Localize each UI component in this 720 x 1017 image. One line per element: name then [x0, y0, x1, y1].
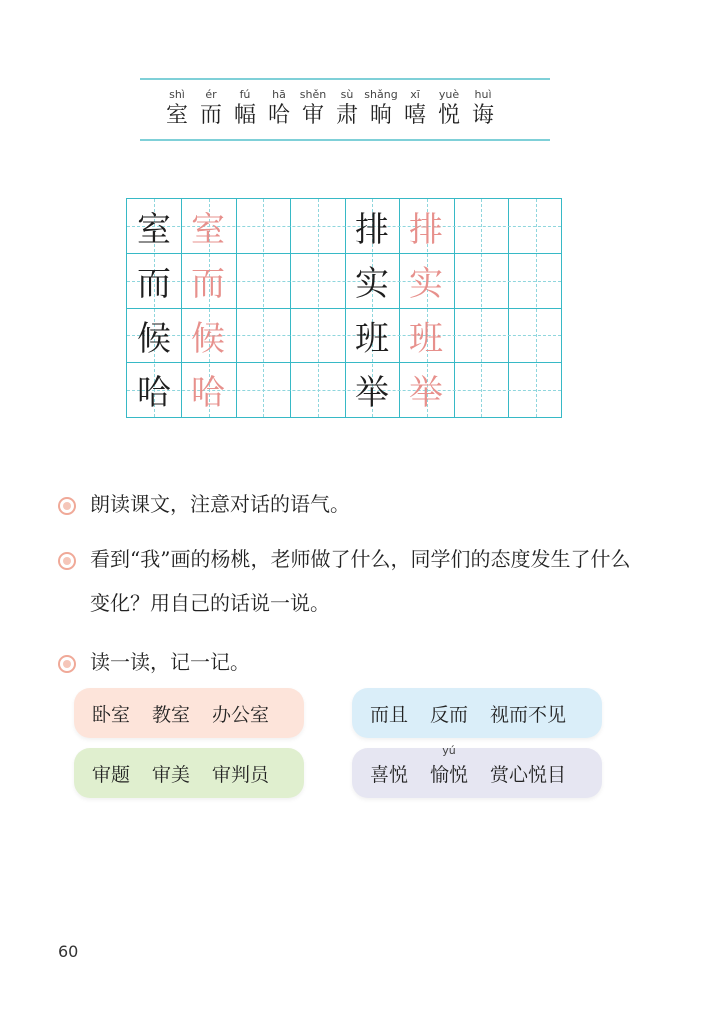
word: 审美 [152, 763, 191, 786]
hanzi: 悦 [437, 103, 460, 128]
vocab-item [296, 88, 330, 130]
pinyin: xī [410, 88, 420, 101]
vocab-item [432, 88, 466, 130]
word: 而且 [370, 703, 409, 726]
word: 办公室 [212, 703, 270, 726]
vocab-top-rule [140, 78, 550, 80]
grid-char-trace: 室 [191, 210, 225, 250]
word: 反而 [430, 703, 469, 726]
grid-char-trace: 班 [409, 319, 443, 359]
grid-char-trace: 实 [409, 264, 443, 304]
vocab-item [364, 88, 398, 130]
vocab-item [228, 88, 262, 130]
vocab-bottom-rule [140, 139, 550, 141]
hanzi: 室 [165, 103, 188, 128]
hanzi: 诲 [471, 103, 494, 128]
pinyin: yuè [438, 88, 460, 101]
task-text: 看到“我”画的杨桃，老师做了什么，同学们的态度发生了什么变化？用自己的话说一说。 [90, 547, 631, 615]
grid-char: 室 [137, 210, 171, 250]
pinyin: ér [205, 88, 217, 101]
bullet-icon [58, 497, 76, 515]
pinyin: shěn [299, 88, 327, 101]
hanzi: 而 [199, 103, 222, 128]
grid-char: 排 [355, 210, 389, 250]
grid-char-trace: 哈 [191, 373, 225, 413]
grid-char-trace: 候 [191, 319, 225, 359]
grid-char-trace: 而 [191, 264, 225, 304]
grid-char-trace: 排 [409, 210, 443, 250]
pinyin: shǎng [364, 88, 398, 101]
word-text: 愉悦 [430, 763, 469, 786]
word: 卧室 [92, 703, 131, 726]
word: 教室 [152, 703, 191, 726]
ruby-pinyin: yú [442, 743, 456, 757]
page-number: 60 [58, 942, 79, 961]
word-group [74, 688, 304, 738]
grid-char: 候 [137, 319, 171, 359]
pinyin: huì [474, 88, 492, 101]
grid-char: 班 [355, 319, 389, 359]
hanzi: 晌 [369, 103, 392, 128]
hanzi: 哈 [267, 103, 290, 128]
grid-char: 哈 [137, 373, 171, 413]
vocab-item [160, 88, 194, 130]
hanzi: 肃 [335, 103, 358, 128]
pinyin: sù [340, 88, 354, 101]
word: 审题 [92, 763, 131, 786]
task-item [58, 492, 660, 526]
grid-char: 举 [355, 373, 389, 413]
bullet-icon [58, 552, 76, 570]
task-text: 读一读，记一记。 [90, 650, 250, 674]
pinyin: shì [169, 88, 185, 101]
bullet-icon [58, 655, 76, 673]
grid-char: 而 [137, 264, 171, 304]
hanzi: 嘻 [403, 103, 426, 128]
pinyin: hā [272, 88, 286, 101]
grid-char-trace: 举 [409, 373, 443, 413]
word: 赏心悦目 [490, 763, 567, 786]
hanzi: 审 [301, 103, 324, 128]
vocab-item [330, 88, 364, 130]
word [430, 743, 469, 787]
word: 视而不见 [490, 703, 567, 726]
vocab-item [262, 88, 296, 130]
writing-grid [126, 198, 562, 418]
task-item [58, 547, 650, 625]
hanzi: 幅 [233, 103, 256, 128]
word: 喜悦 [370, 763, 409, 786]
vocab-item [466, 88, 500, 130]
vocab-row [160, 88, 500, 130]
word-group [74, 748, 304, 798]
grid-char: 实 [355, 264, 389, 304]
task-text: 朗读课文，注意对话的语气。 [90, 492, 350, 516]
pinyin: fú [239, 88, 251, 101]
task-item [58, 650, 660, 684]
word: 审判员 [212, 763, 270, 786]
word-group [352, 743, 602, 798]
vocab-item [398, 88, 432, 130]
word-group [352, 688, 602, 738]
vocab-item [194, 88, 228, 130]
